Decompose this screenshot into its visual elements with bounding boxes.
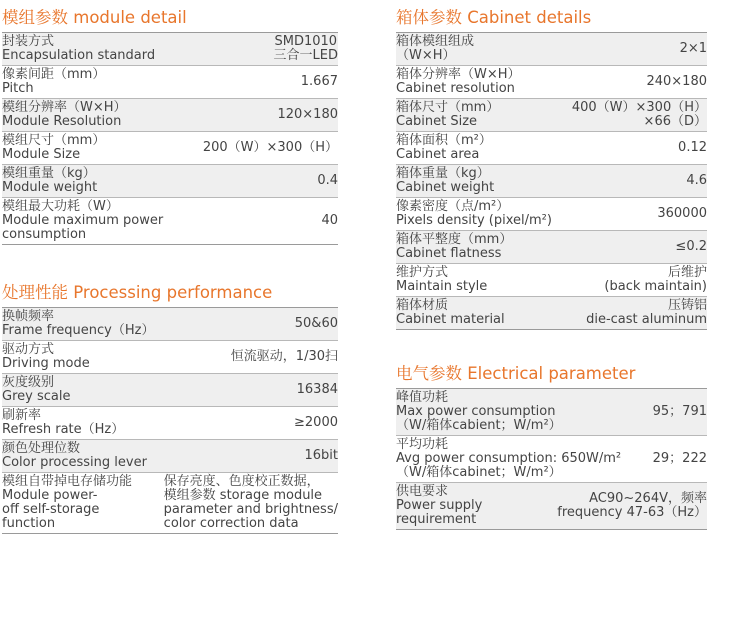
- row-value: 360000: [657, 206, 707, 221]
- processing-row-self-storage: [2, 473, 338, 534]
- row-value: 16bit: [304, 448, 338, 463]
- module-detail-title: 模组参数 module detail: [2, 8, 338, 33]
- processing-row-frame-frequency: [2, 308, 338, 341]
- processing-performance-table: [2, 308, 338, 534]
- row-label: 模组自带掉电存储功能 Module power- off self-storage function: [2, 474, 133, 531]
- row-value: 16384: [296, 382, 338, 397]
- module-row-resolution: [2, 99, 338, 132]
- row-label: 箱体模组组成 （W×H）: [396, 34, 475, 63]
- row-value: 保存亮度、色度校正数据， 模组参数 storage module parameter and brightness/ color correction data: [163, 474, 338, 531]
- module-row-weight: [2, 165, 338, 198]
- row-label: 封装方式 Encapsulation standard: [2, 34, 156, 63]
- row-value: 0.4: [317, 173, 338, 188]
- processing-row-driving-mode: [2, 341, 338, 374]
- module-row-size: [2, 132, 338, 165]
- electrical-row-power-supply: [396, 483, 707, 530]
- electrical-parameter-title: 电气参数 Electrical parameter: [396, 364, 707, 389]
- row-value: ≥2000: [294, 415, 338, 430]
- cabinet-details-table: [396, 33, 707, 330]
- cabinet-row-size: [396, 99, 707, 132]
- row-value: SMD1010 三合一LED: [273, 34, 338, 63]
- row-value: 200（W）×300（H）: [202, 140, 338, 155]
- row-label: 箱体尺寸（mm） Cabinet Size: [396, 100, 500, 129]
- row-label: 刷新率 Refresh rate（Hz）: [2, 408, 125, 437]
- row-value: 29；222: [652, 451, 707, 466]
- cabinet-row-resolution: [396, 66, 707, 99]
- row-value: 50&60: [294, 316, 338, 331]
- cabinet-details-title: 箱体参数 Cabinet details: [396, 8, 707, 33]
- electrical-parameter-table: [396, 389, 707, 530]
- row-label: 维护方式 Maintain style: [396, 265, 488, 294]
- processing-row-refresh-rate: [2, 407, 338, 440]
- processing-row-color-processing: [2, 440, 338, 473]
- row-value: 1.667: [300, 74, 338, 89]
- processing-performance-title: 处理性能 Processing performance: [2, 283, 338, 308]
- row-value: 0.12: [678, 140, 707, 155]
- row-label: 箱体重量（kg） Cabinet weight: [396, 166, 495, 195]
- module-detail-table: [2, 33, 338, 245]
- left-column: [2, 8, 338, 534]
- row-value: 120×180: [277, 107, 338, 122]
- electrical-row-avg-power: [396, 436, 707, 483]
- row-label: 箱体平整度（mm） Cabinet flatness: [396, 232, 513, 261]
- row-label: 驱动方式 Driving mode: [2, 342, 90, 371]
- row-value: 4.6: [686, 173, 707, 188]
- row-value: 95；791: [652, 404, 707, 419]
- row-value: 压铸铝 die-cast aluminum: [586, 298, 707, 327]
- row-label: 箱体材质 Cabinet material: [396, 298, 505, 327]
- cabinet-row-material: [396, 297, 707, 330]
- row-label: 像素间距（mm） Pitch: [2, 67, 106, 96]
- row-label: 平均功耗 Avg power consumption: 650W/m² （W/箱体cabinet；W/m²）: [396, 437, 622, 480]
- cabinet-row-area: [396, 132, 707, 165]
- row-label: 像素密度（点/m²） Pixels density (pixel/m²): [396, 199, 552, 228]
- row-value: ≤0.2: [675, 239, 707, 254]
- cabinet-row-pixel-density: [396, 198, 707, 231]
- row-value: AC90~264V，频率 frequency 47-63（Hz）: [557, 491, 707, 520]
- row-label: 模组分辨率（W×H） Module Resolution: [2, 100, 127, 129]
- row-label: 颜色处理位数 Color processing lever: [2, 441, 147, 470]
- row-label: 灰度级别 Grey scale: [2, 375, 71, 404]
- row-value: 后维护 (back maintain): [604, 265, 707, 294]
- cabinet-row-composition: [396, 33, 707, 66]
- row-value: 400（W）×300（H） ×66（D）: [571, 100, 707, 129]
- module-row-pitch: [2, 66, 338, 99]
- module-row-encapsulation: [2, 33, 338, 66]
- row-label: 峰值功耗 Max power consumption （W/箱体cabient；W/m²）: [396, 390, 562, 433]
- right-column: [396, 8, 707, 530]
- row-label: 模组重量（kg） Module weight: [2, 166, 98, 195]
- row-label: 模组尺寸（mm） Module Size: [2, 133, 106, 162]
- row-label: 模组最大功耗（W） Module maximum power consumption: [2, 199, 164, 242]
- row-label: 箱体分辨率（W×H） Cabinet resolution: [396, 67, 521, 96]
- module-row-max-power: [2, 198, 338, 245]
- cabinet-row-maintain-style: [396, 264, 707, 297]
- row-label: 换帧频率 Frame frequency（Hz）: [2, 309, 155, 338]
- row-label: 箱体面积（m²） Cabinet area: [396, 133, 492, 162]
- row-value: 2×1: [679, 41, 707, 56]
- cabinet-row-weight: [396, 165, 707, 198]
- row-value: 40: [321, 213, 338, 228]
- row-value: 恒流驱动，1/30扫: [230, 349, 338, 364]
- processing-row-grey-scale: [2, 374, 338, 407]
- electrical-row-max-power: [396, 389, 707, 436]
- row-label: 供电要求 Power supply requirement: [396, 484, 483, 527]
- cabinet-row-flatness: [396, 231, 707, 264]
- row-value: 240×180: [646, 74, 707, 89]
